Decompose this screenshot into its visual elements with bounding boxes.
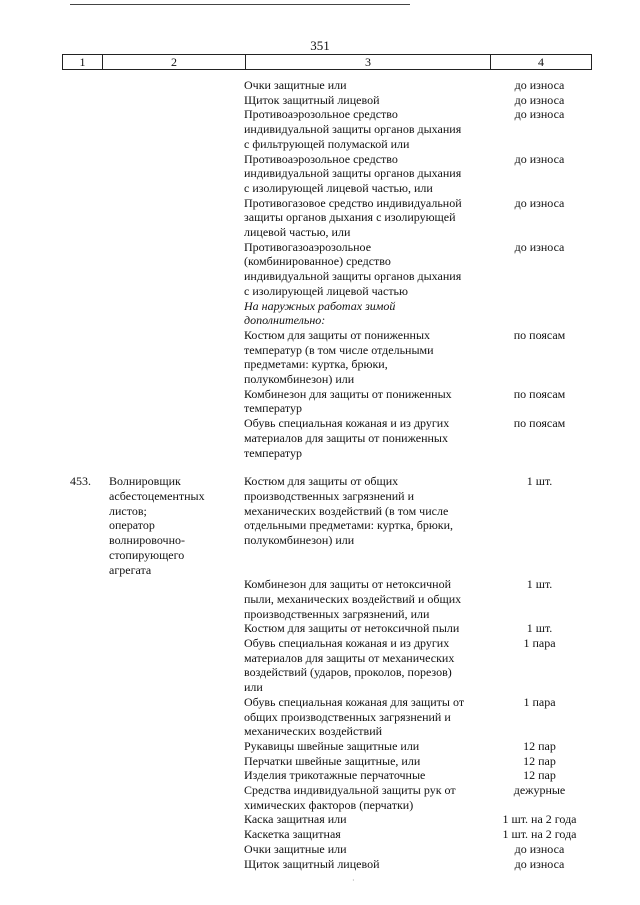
profession-cell bbox=[101, 842, 244, 857]
ppe-item-line: Щиток защитный лицевой bbox=[244, 92, 380, 107]
profession-line: асбестоцементных bbox=[109, 488, 205, 503]
table-row bbox=[62, 474, 590, 577]
row-number-cell bbox=[62, 842, 101, 857]
ppe-item-cell bbox=[244, 812, 489, 827]
table-row bbox=[62, 387, 590, 416]
ppe-item-line: индивидуальной защиты органов дыхания bbox=[244, 166, 462, 181]
ppe-item-cell bbox=[244, 621, 489, 636]
ppe-item-cell bbox=[244, 739, 489, 754]
ppe-item-line: Противоаэрозольное средство bbox=[244, 107, 398, 122]
profession-cell bbox=[101, 299, 244, 328]
issue-norm: 1 пара bbox=[523, 636, 556, 651]
ppe-item-cell bbox=[244, 107, 489, 151]
issue-norm: 12 пар bbox=[523, 768, 556, 783]
ppe-item-line: Изделия трикотажные перчаточные bbox=[244, 768, 426, 783]
row-number-cell bbox=[62, 754, 101, 769]
ppe-item-line: производственных загрязнений и bbox=[244, 488, 415, 503]
row-number-cell bbox=[62, 196, 101, 240]
profession-cell bbox=[101, 93, 244, 108]
ppe-item-line: На наружных работах зимой bbox=[244, 298, 396, 313]
profession-cell bbox=[101, 754, 244, 769]
ppe-item-cell bbox=[244, 842, 489, 857]
ppe-item-line: общих производственных загрязнений и bbox=[244, 709, 451, 724]
ppe-item-line: производственных загрязнений, или bbox=[244, 606, 430, 621]
row-number-cell bbox=[62, 240, 101, 299]
row-number-cell bbox=[62, 78, 101, 93]
profession-cell bbox=[101, 474, 244, 577]
ppe-item-line: воздействий (ударов, проколов, порезов) bbox=[244, 665, 452, 680]
table-row bbox=[62, 621, 590, 636]
issue-norm: до износа bbox=[514, 107, 565, 122]
header-col-2: 2 bbox=[102, 55, 245, 69]
ppe-item-cell bbox=[244, 196, 489, 240]
ppe-item-line: Костюм для защиты от нетоксичной пыли bbox=[244, 621, 460, 636]
profession-line: Волнировщик bbox=[109, 474, 181, 489]
ppe-item-line: Обувь специальная кожаная и из других bbox=[244, 636, 450, 651]
profession-cell bbox=[101, 621, 244, 636]
issue-norm: 12 пар bbox=[523, 753, 556, 768]
table-row bbox=[62, 416, 590, 460]
profession-cell bbox=[101, 812, 244, 827]
ppe-item-line: (комбинированное) средство bbox=[244, 254, 391, 269]
ppe-item-line: Противогазоаэрозольное bbox=[244, 239, 372, 254]
ppe-item-line: температур bbox=[244, 445, 303, 460]
ppe-item-line: лицевой частью, или bbox=[244, 225, 351, 240]
ppe-item-line: Комбинезон для защиты от пониженных bbox=[244, 386, 452, 401]
ppe-item-cell bbox=[244, 754, 489, 769]
row-number-cell bbox=[62, 299, 101, 328]
ppe-item-line: с фильтрующей полумаской или bbox=[244, 136, 410, 151]
profession-cell bbox=[101, 739, 244, 754]
ppe-item-line: материалов для защиты от механических bbox=[244, 650, 455, 665]
ppe-item-line: механических воздействий (в том числе bbox=[244, 503, 449, 518]
ppe-item-line: Противогазовое средство индивидуальной bbox=[244, 195, 462, 210]
row-number-cell bbox=[62, 474, 101, 577]
row-number-cell bbox=[62, 387, 101, 416]
ppe-item-cell bbox=[244, 474, 489, 577]
table-row bbox=[62, 739, 590, 754]
table-row bbox=[62, 636, 590, 695]
ppe-item-cell bbox=[244, 93, 489, 108]
profession-cell bbox=[101, 196, 244, 240]
table-row bbox=[62, 196, 590, 240]
ppe-item-cell bbox=[244, 328, 489, 387]
row-number-cell bbox=[62, 812, 101, 827]
header-col-3: 3 bbox=[245, 55, 490, 69]
ppe-item-cell bbox=[244, 857, 489, 872]
header-col-4: 4 bbox=[490, 55, 591, 69]
row-number-cell bbox=[62, 783, 101, 812]
page-number: 351 bbox=[310, 38, 330, 53]
ppe-item-cell bbox=[244, 768, 489, 783]
ppe-item-cell bbox=[244, 577, 489, 621]
issue-norm: дежурные bbox=[513, 783, 566, 798]
issue-norm: 12 пар bbox=[523, 738, 556, 753]
table-row bbox=[62, 754, 590, 769]
table-row bbox=[62, 827, 590, 842]
row-number-cell bbox=[62, 152, 101, 196]
ppe-item-line: температур (в том числе отдельными bbox=[244, 342, 434, 357]
ppe-item-line: Обувь специальная кожаная и из других bbox=[244, 416, 450, 431]
table-row bbox=[62, 768, 590, 783]
profession-cell bbox=[101, 768, 244, 783]
profession-cell bbox=[101, 107, 244, 151]
issue-norm: по поясам bbox=[513, 327, 566, 342]
row-number-cell bbox=[62, 695, 101, 739]
table-row bbox=[62, 328, 590, 387]
ppe-item-line: пыли, механических воздействий и общих bbox=[244, 591, 462, 606]
ppe-item-cell bbox=[244, 387, 489, 416]
ppe-item-line: или bbox=[244, 680, 263, 695]
profession-line: волнировочно- bbox=[109, 533, 185, 548]
profession-cell bbox=[101, 240, 244, 299]
issue-norm: до износа bbox=[514, 856, 565, 871]
scan-mark: · bbox=[352, 876, 355, 885]
profession-line: листов; bbox=[109, 503, 147, 518]
ppe-item-cell bbox=[244, 636, 489, 695]
ppe-item-line: отдельными предметами: куртка, брюки, bbox=[244, 518, 454, 533]
top-rule bbox=[70, 4, 410, 5]
ppe-item-cell bbox=[244, 299, 489, 328]
ppe-item-line: Костюм для защиты от общих bbox=[244, 474, 399, 489]
issue-norm: 1 шт. bbox=[526, 474, 553, 489]
issue-norm: по поясам bbox=[513, 386, 566, 401]
profession-cell bbox=[101, 78, 244, 93]
ppe-item-line: Каскетка защитная bbox=[244, 827, 341, 842]
issue-norm: до износа bbox=[514, 841, 565, 856]
ppe-item-line: Комбинезон для защиты от нетоксичной bbox=[244, 577, 452, 592]
issue-norm: до износа bbox=[514, 239, 565, 254]
ppe-item-line: температур bbox=[244, 401, 303, 416]
header-col-1: 1 bbox=[79, 55, 86, 69]
row-number-cell bbox=[62, 416, 101, 460]
table-row bbox=[62, 842, 590, 857]
table-row bbox=[62, 299, 590, 328]
ppe-item-line: Очки защитные или bbox=[244, 841, 347, 856]
ppe-item-line: материалов для защиты от пониженных bbox=[244, 430, 448, 445]
table-row bbox=[62, 240, 590, 299]
profession-cell bbox=[101, 387, 244, 416]
ppe-item-cell bbox=[244, 78, 489, 93]
table-row bbox=[62, 695, 590, 739]
row-number-cell bbox=[62, 857, 101, 872]
ppe-item-line: полукомбинезон) или bbox=[244, 372, 355, 387]
table-row bbox=[62, 857, 590, 872]
issue-norm: 1 пара bbox=[523, 694, 556, 709]
row-number-cell bbox=[62, 107, 101, 151]
issue-norm: до износа bbox=[514, 92, 565, 107]
row-number-cell bbox=[62, 636, 101, 695]
ppe-item-cell bbox=[244, 240, 489, 299]
profession-cell bbox=[101, 827, 244, 842]
ppe-item-line: механических воздействий bbox=[244, 724, 383, 739]
ppe-item-line: защиты органов дыхания с изолирующей bbox=[244, 210, 456, 225]
profession-cell bbox=[101, 857, 244, 872]
ppe-item-cell bbox=[244, 416, 489, 460]
ppe-item-cell bbox=[244, 695, 489, 739]
issue-norm: 1 шт. на 2 года bbox=[502, 812, 577, 827]
issue-norm: до износа bbox=[514, 195, 565, 210]
table-header bbox=[62, 54, 592, 70]
profession-cell bbox=[101, 328, 244, 387]
row-gap bbox=[62, 460, 590, 474]
ppe-item-line: Средства индивидуальной защиты рук от bbox=[244, 783, 456, 798]
ppe-item-cell bbox=[244, 827, 489, 842]
profession-cell bbox=[101, 695, 244, 739]
row-number-cell bbox=[62, 577, 101, 621]
row-number-cell bbox=[62, 768, 101, 783]
row-number-cell bbox=[62, 739, 101, 754]
issue-norm: до износа bbox=[514, 78, 565, 92]
row-number: 453. bbox=[70, 474, 91, 489]
ppe-item-line: Противоаэрозольное средство bbox=[244, 151, 398, 166]
ppe-item-line: полукомбинезон) или bbox=[244, 533, 355, 548]
ppe-item-line: дополнительно: bbox=[244, 313, 326, 328]
issue-norm: по поясам bbox=[513, 416, 566, 431]
profession-line: стопирующего bbox=[109, 547, 185, 562]
table-body bbox=[62, 78, 590, 871]
ppe-item-line: Щиток защитный лицевой bbox=[244, 856, 380, 871]
issue-norm: 1 шт. bbox=[526, 621, 553, 636]
profession-line: оператор bbox=[109, 518, 155, 533]
table-row bbox=[62, 812, 590, 827]
ppe-item-line: предметами: куртка, брюки, bbox=[244, 357, 388, 372]
row-number-cell bbox=[62, 328, 101, 387]
ppe-item-cell bbox=[244, 152, 489, 196]
table-row bbox=[62, 152, 590, 196]
table-row bbox=[62, 107, 590, 151]
ppe-item-line: индивидуальной защиты органов дыхания bbox=[244, 269, 462, 284]
row-number-cell bbox=[62, 827, 101, 842]
profession-line: агрегата bbox=[109, 562, 152, 577]
table-row bbox=[62, 577, 590, 621]
ppe-item-line: Обувь специальная кожаная для защиты от bbox=[244, 694, 465, 709]
ppe-item-line: Перчатки швейные защитные, или bbox=[244, 753, 421, 768]
issue-norm: 1 шт. на 2 года bbox=[502, 827, 577, 842]
ppe-item-line: Очки защитные или bbox=[244, 78, 347, 92]
ppe-item-line: с изолирующей лицевой частью, или bbox=[244, 180, 433, 195]
ppe-item-line: Каска защитная или bbox=[244, 812, 347, 827]
issue-norm bbox=[489, 299, 590, 328]
ppe-item-line: Костюм для защиты от пониженных bbox=[244, 327, 431, 342]
profession-cell bbox=[101, 636, 244, 695]
table-row bbox=[62, 783, 590, 812]
profession-cell bbox=[101, 783, 244, 812]
profession-cell bbox=[101, 152, 244, 196]
issue-norm: до износа bbox=[514, 151, 565, 166]
row-number-cell bbox=[62, 621, 101, 636]
ppe-item-line: с изолирующей лицевой частью bbox=[244, 283, 408, 298]
issue-norm: 1 шт. bbox=[526, 577, 553, 592]
ppe-item-line: индивидуальной защиты органов дыхания bbox=[244, 122, 462, 137]
ppe-item-line: Рукавицы швейные защитные или bbox=[244, 738, 420, 753]
table-row bbox=[62, 93, 590, 108]
profession-cell bbox=[101, 577, 244, 621]
ppe-item-cell bbox=[244, 783, 489, 812]
profession-cell bbox=[101, 416, 244, 460]
ppe-item-line: химических факторов (перчатки) bbox=[244, 797, 414, 812]
row-number-cell bbox=[62, 93, 101, 108]
table-row bbox=[62, 78, 590, 93]
